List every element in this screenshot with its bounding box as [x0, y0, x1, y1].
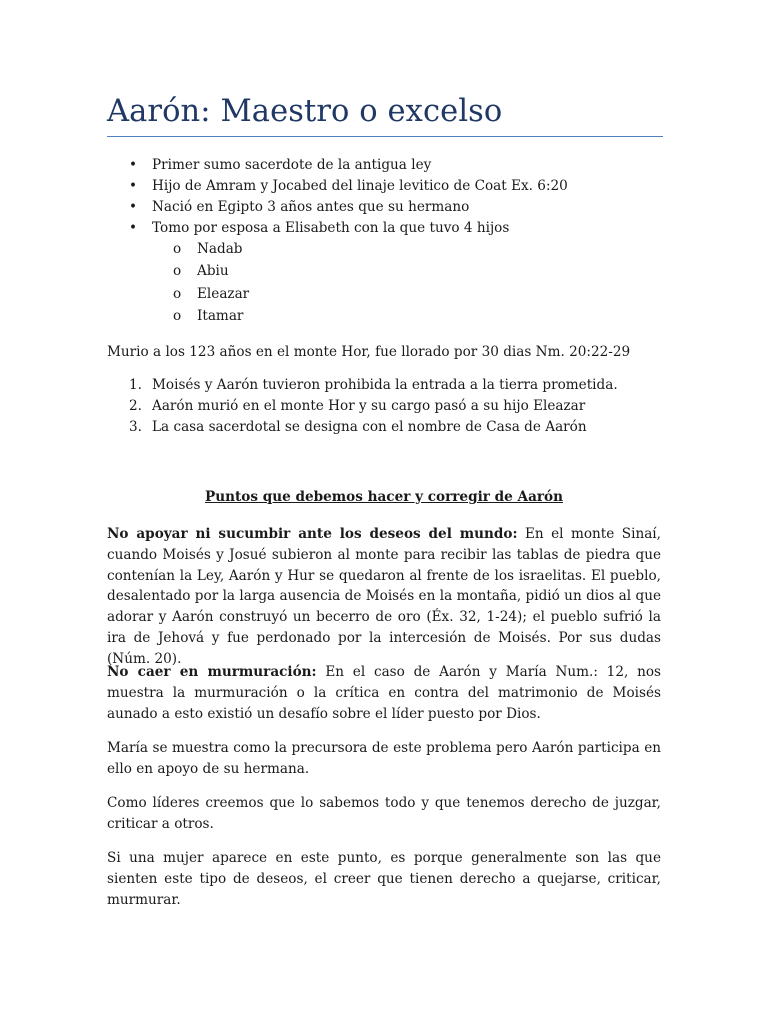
numbered-item-text: La casa sacerdotal se designa con el nombre de Casa de Aarón	[152, 419, 587, 435]
list-item	[107, 197, 663, 218]
list-item	[107, 218, 663, 239]
sub-list-item-text: Eleazar	[197, 285, 250, 302]
paragraph-maria: María se muestra como la precursora de este problema pero Aarón participa en ello en apoyo de su hermana.	[107, 740, 661, 777]
paragraph-lead: No apoyar ni sucumbir ante los deseos del mundo:	[107, 526, 518, 542]
list-item	[107, 176, 663, 197]
sub-list-item-text: Itamar	[197, 307, 244, 324]
sub-list-container	[107, 239, 663, 328]
sub-list-item	[107, 284, 663, 306]
list-item-text: Nació en Egipto 3 años antes que su hermano	[152, 199, 470, 215]
item-number: 2.	[129, 398, 142, 414]
page-title: Aarón: Maestro o excelso	[107, 92, 663, 137]
sub-list-item-text: Abiu	[197, 263, 229, 280]
sub-list-item	[107, 239, 663, 261]
list-item	[107, 155, 663, 176]
sub-bullet-icon: o	[173, 241, 182, 257]
bullet-icon: •	[129, 178, 138, 194]
paragraph-worldly-desires	[107, 524, 661, 670]
list-item-text: Hijo de Amram y Jocabed del linaje levitico de Coat Ex. 6:20	[152, 178, 568, 194]
sub-bullet-icon: o	[173, 285, 182, 302]
sub-bullet-icon: o	[173, 263, 182, 280]
bullet-list	[107, 155, 663, 328]
numbered-list	[107, 375, 663, 438]
numbered-item	[107, 375, 663, 396]
list-item-text: Primer sumo sacerdote de la antigua ley	[152, 157, 432, 173]
bullet-icon: •	[129, 220, 138, 236]
list-item-text: Tomo por esposa a Elisabeth con la que tuvo 4 hijos	[152, 220, 510, 236]
numbered-item-text: Moisés y Aarón tuvieron prohibida la entrada a la tierra prometida.	[152, 377, 618, 393]
sub-list-item	[107, 306, 663, 328]
sub-bullet-icon: o	[173, 307, 182, 324]
item-number: 1.	[129, 377, 142, 393]
item-number: 3.	[129, 419, 142, 435]
section-heading: Puntos que debemos hacer y corregir de Aarón	[204, 489, 563, 505]
bullet-icon: •	[129, 157, 138, 173]
sub-list-item	[107, 261, 663, 283]
paragraph-murmuring	[107, 662, 661, 724]
paragraph-women: Si una mujer aparece en este punto, es porque generalmente son las que sienten este tipo de deseos, el creer que tienen derecho a quejarse, criticar, murmurar.	[107, 850, 661, 908]
paragraph-body: En el caso de Aarón y María Num.: 12, nos muestra la murmuración o la crítica en contra del matrimonio de Moisés aunado a esto existió un desafío sobre el líder puesto por Dios.	[107, 664, 661, 722]
numbered-item	[107, 417, 663, 438]
paragraph-leaders: Como líderes creemos que lo sabemos todo y que tenemos derecho de juzgar, criticar a otros.	[107, 795, 661, 832]
death-line: Murio a los 123 años en el monte Hor, fue llorado por 30 dias Nm. 20:22-29	[107, 344, 631, 360]
paragraph-body: En el monte Sinaí, cuando Moisés y Josué subieron al monte para recibir las tablas de piedra que contenían la Ley, Aarón y Hur se quedaron al frente de los israelitas. El pueblo, desalentado por la larga ausencia de Moisés en la montaña, pidió un dios al que adorar y Aarón construyó un becerro de oro (Éx. 32, 1-24); el pueblo sufrió la ira de Jehová y fue perdonado por la intercesión de Moisés. Por sus dudas (Núm. 20).	[107, 526, 661, 667]
sons-list	[107, 239, 663, 328]
sub-list-item-text: Nadab	[197, 241, 243, 257]
numbered-item-text: Aarón murió en el monte Hor y su cargo pasó a su hijo Eleazar	[152, 398, 586, 414]
paragraph-lead: No caer en murmuración:	[107, 664, 317, 680]
numbered-item	[107, 396, 663, 417]
bullet-icon: •	[129, 199, 138, 215]
